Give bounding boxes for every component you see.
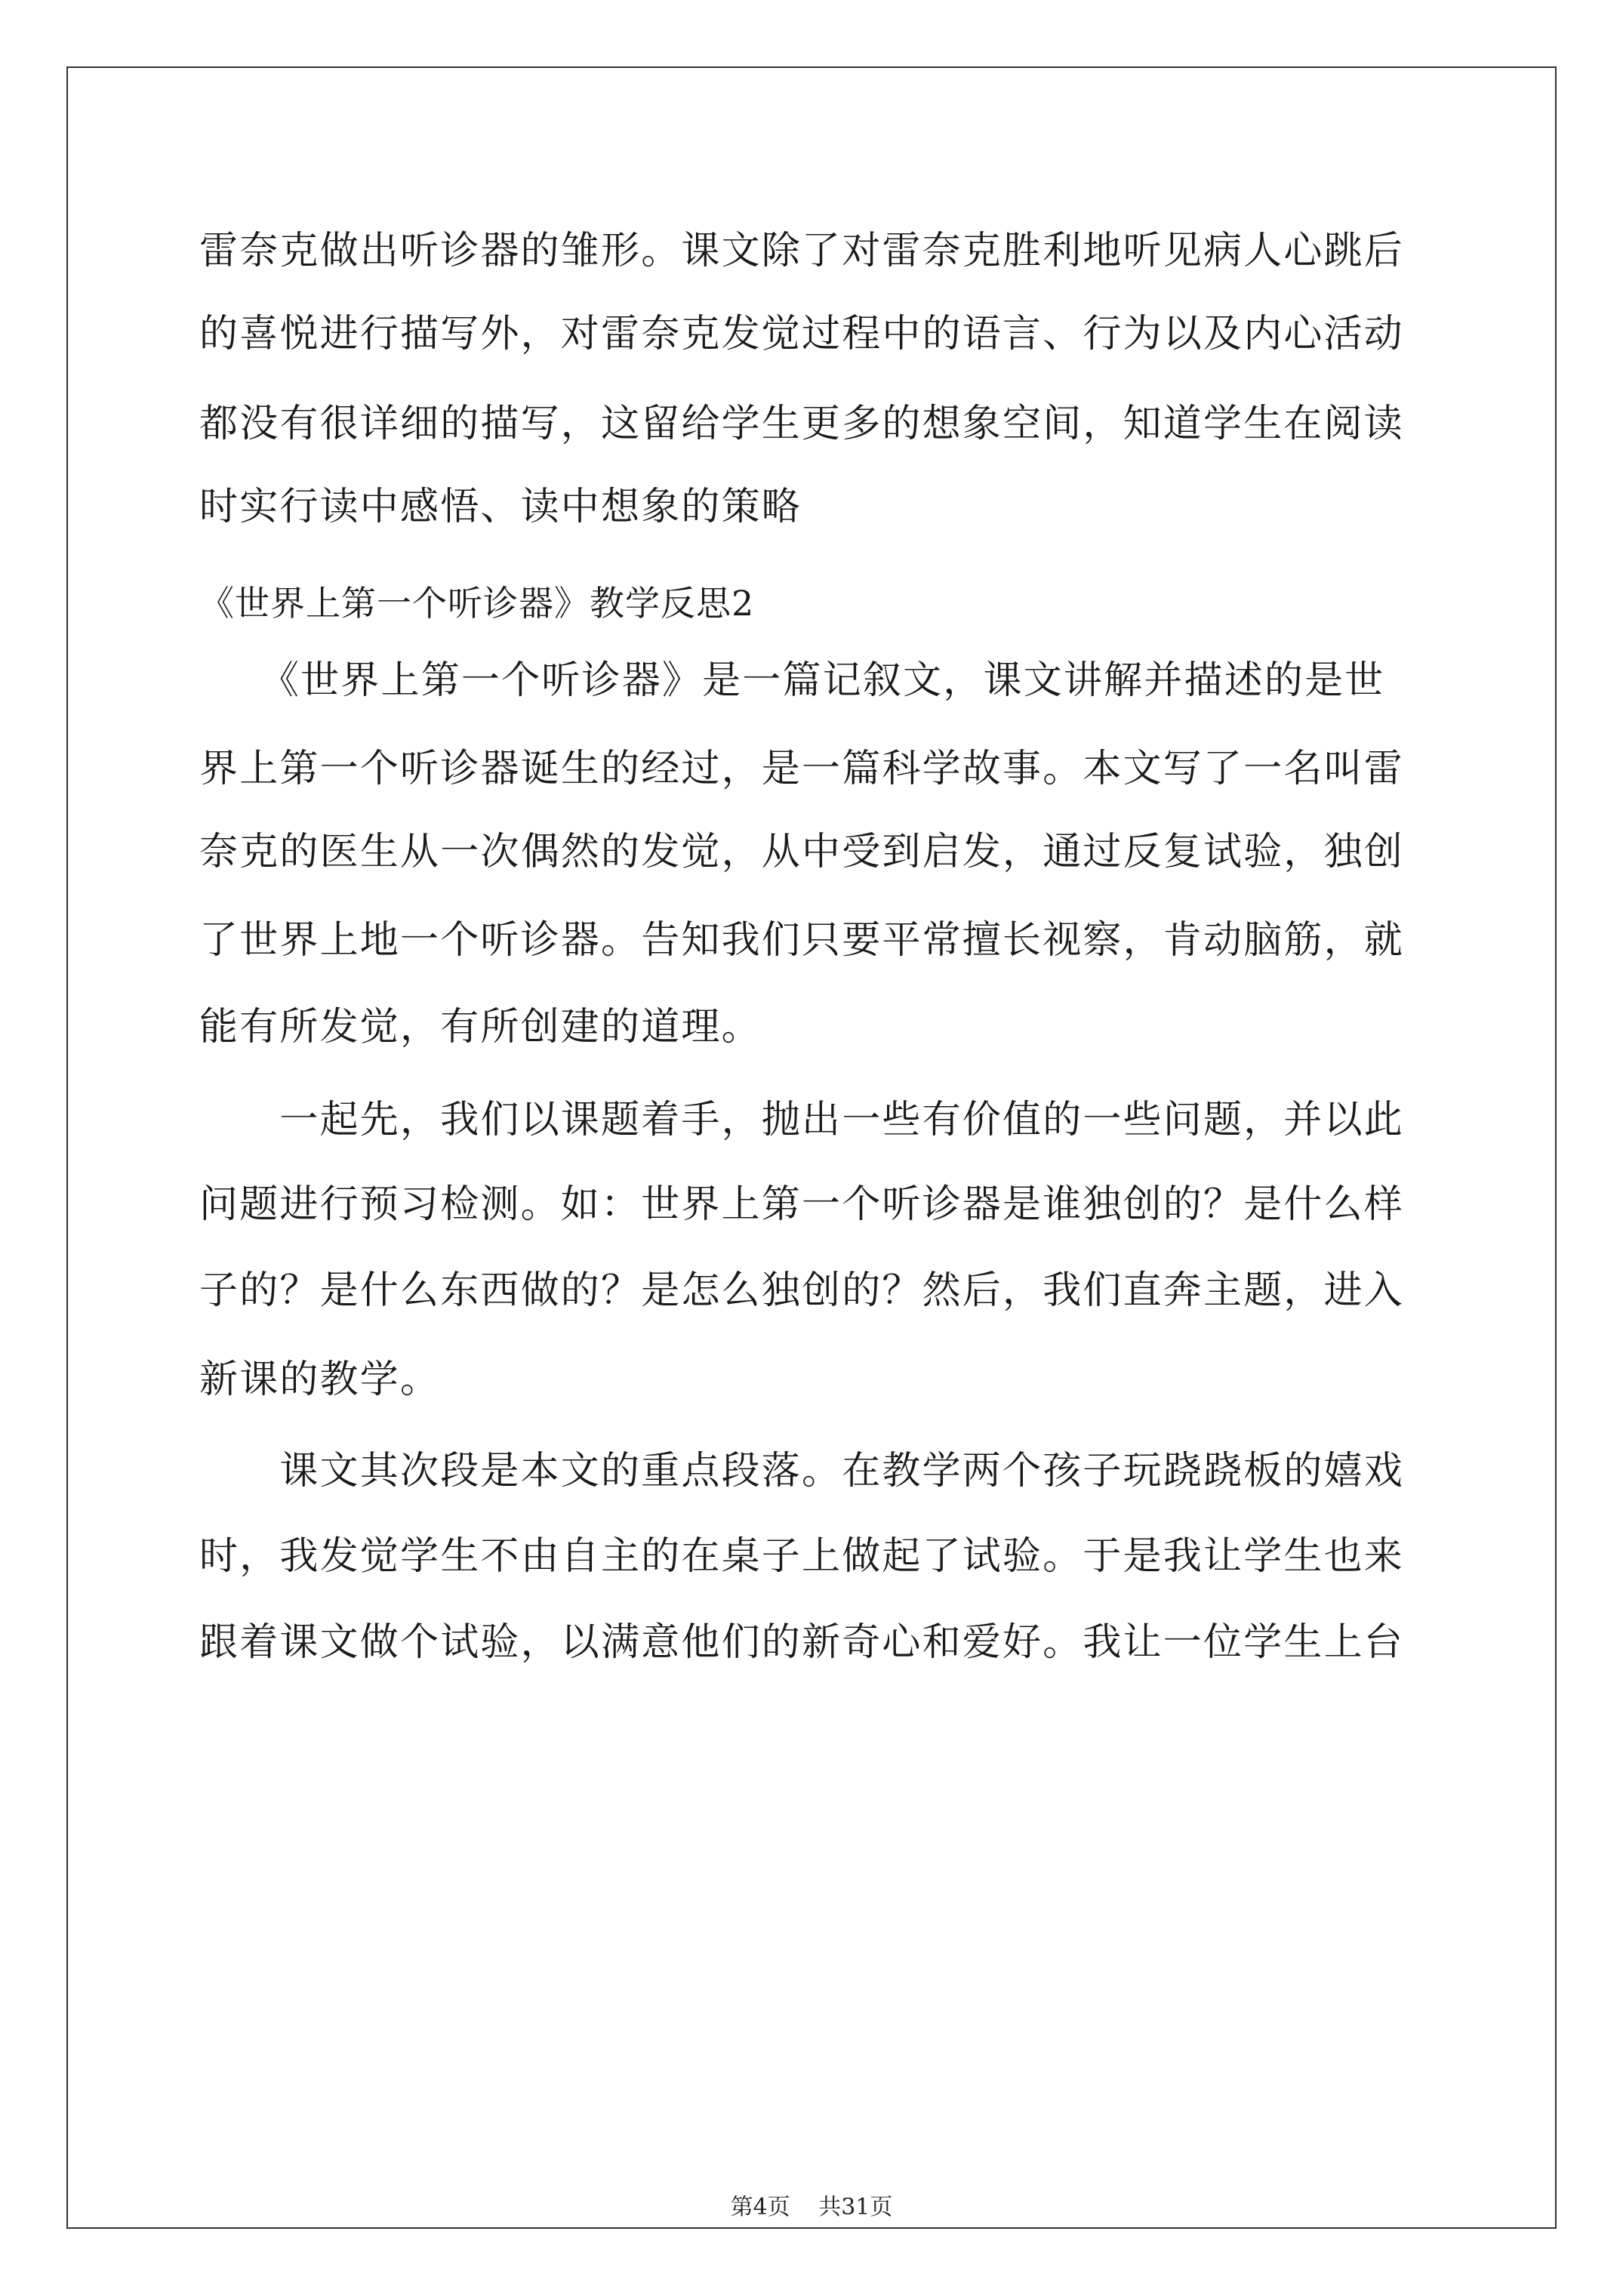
body-line-6: 《世界上第一个听诊器》是一篇记叙文，课文讲解并描述的是世 [199, 658, 1385, 703]
body-line-8: 奈克的医生从一次偶然的发觉，从中受到启发，通过反复试验，独创 [199, 830, 1405, 874]
section-heading: 《世界上第一个听诊器》教学反思2 [199, 583, 755, 624]
body-line-10: 能有所发觉，有所创建的道理。 [199, 1005, 762, 1049]
body-line-11: 一起先，我们以课题着手，抛出一些有价值的一些问题，并以此 [199, 1098, 1405, 1142]
page-total: 共31页 [818, 2194, 893, 2220]
body-line-3: 都没有很详细的描写，这留给学生更多的想象空间，知道学生在阅读 [199, 402, 1405, 446]
body-line-4: 时实行读中感悟、读中想象的策略 [199, 485, 802, 529]
body-line-13: 子的？是什么东西做的？是怎么独创的？然后，我们直奔主题，进入 [199, 1268, 1405, 1313]
body-line-2: 的喜悦进行描写外，对雷奈克发觉过程中的语言、行为以及内心活动 [199, 312, 1405, 356]
body-line-12: 问题进行预习检测。如：世界上第一个听诊器是谁独创的？是什么样 [199, 1182, 1405, 1227]
body-line-9: 了世界上地一个听诊器。告知我们只要平常擅长视察，肯动脑筋，就 [199, 918, 1405, 963]
page-border [66, 66, 1557, 2229]
page-footer [0, 2194, 1623, 2221]
body-line-1: 雷奈克做出听诊器的雏形。课文除了对雷奈克胜利地听见病人心跳后 [199, 229, 1405, 273]
body-line-16: 时，我发觉学生不由自主的在桌子上做起了试验。于是我让学生也来 [199, 1534, 1405, 1579]
body-line-15: 课文其次段是本文的重点段落。在教学两个孩子玩跷跷板的嬉戏 [199, 1449, 1405, 1493]
body-line-14: 新课的教学。 [199, 1358, 441, 1402]
body-line-7: 界上第一个听诊器诞生的经过，是一篇科学故事。本文写了一名叫雷 [199, 747, 1405, 791]
page-number: 第4页 [730, 2194, 790, 2220]
body-line-17: 跟着课文做个试验，以满意他们的新奇心和爱好。我让一位学生上台 [199, 1620, 1405, 1665]
